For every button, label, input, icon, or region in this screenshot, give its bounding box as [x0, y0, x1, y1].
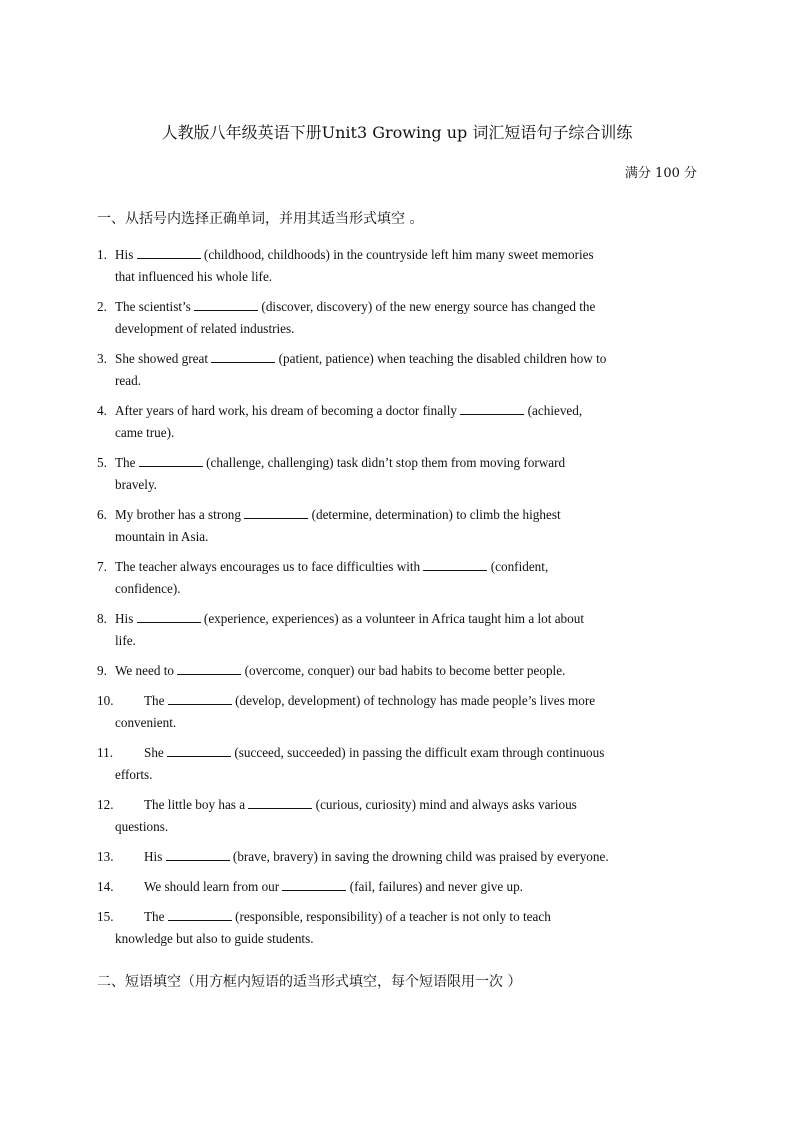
question-item	[97, 556, 697, 600]
answer-blank[interactable]	[211, 348, 275, 363]
question-item	[97, 296, 697, 340]
question-text: The little boy has a	[144, 797, 246, 812]
question-options: (responsible, responsibility) of a teacher is not only to teach	[235, 909, 551, 924]
question-text: We need to	[115, 663, 174, 678]
question-options: (curious, curiosity) mind and always asks various	[315, 797, 577, 812]
question-number: 11.	[97, 745, 113, 760]
question-options: (challenge, challenging) task didn’t stop them from moving forward	[206, 455, 566, 470]
answer-blank[interactable]	[139, 452, 203, 467]
question-number: 14.	[97, 879, 114, 894]
question-options: (patient, patience) when teaching the disabled children how to	[278, 351, 607, 366]
question-options: (determine, determination) to climb the highest	[311, 507, 561, 522]
question-text: The	[115, 455, 136, 470]
question-item	[97, 452, 697, 496]
question-options: (overcome, conquer) our bad habits to become better people.	[244, 663, 566, 678]
question-text: She	[144, 745, 164, 760]
question-text: She showed great	[115, 351, 209, 366]
answer-blank[interactable]	[423, 556, 487, 571]
answer-blank[interactable]	[137, 244, 201, 259]
question-continuation: convenient.	[115, 715, 177, 730]
question-continuation: confidence).	[115, 581, 181, 596]
question-item	[97, 846, 697, 868]
question-options: (confident,	[490, 559, 549, 574]
answer-blank[interactable]	[194, 296, 258, 311]
question-text: His	[144, 849, 163, 864]
answer-blank[interactable]	[166, 846, 230, 861]
answer-blank[interactable]	[137, 608, 201, 623]
full-score-label: 满分 100 分	[624, 166, 697, 181]
question-continuation: that influenced his whole life.	[115, 269, 273, 284]
question-continuation: came true).	[115, 425, 175, 440]
question-options: (childhood, childhoods) in the countryside left him many sweet memories	[203, 247, 594, 262]
question-options: (experience, experiences) as a volunteer in Africa taught him a lot about	[203, 611, 585, 626]
question-options: (develop, development) of technology has made people’s lives more	[235, 693, 596, 708]
question-continuation: efforts.	[115, 767, 153, 782]
question-continuation: life.	[115, 633, 136, 648]
question-item	[97, 906, 697, 950]
question-continuation: questions.	[115, 819, 169, 834]
question-text: The	[144, 909, 165, 924]
question-number: 15.	[97, 909, 114, 924]
answer-blank[interactable]	[282, 876, 346, 891]
question-text: After years of hard work, his dream of becoming a doctor finally	[115, 403, 458, 418]
question-options: (brave, bravery) in saving the drowning child was praised by everyone.	[232, 849, 609, 864]
question-item	[97, 348, 697, 392]
question-continuation: development of related industries.	[115, 321, 295, 336]
question-number: 13.	[97, 849, 114, 864]
answer-blank[interactable]	[168, 906, 232, 921]
question-item	[97, 794, 697, 838]
question-continuation: knowledge but also to guide students.	[115, 931, 314, 946]
question-item	[97, 608, 697, 652]
question-number: 6.	[97, 507, 107, 522]
question-options: (succeed, succeeded) in passing the difficult exam through continuous	[234, 745, 605, 760]
question-number: 8.	[97, 611, 107, 626]
question-number: 9.	[97, 663, 107, 678]
answer-blank[interactable]	[177, 660, 241, 675]
question-continuation: read.	[115, 373, 141, 388]
question-continuation: mountain in Asia.	[115, 529, 209, 544]
question-number: 10.	[97, 693, 114, 708]
question-number: 2.	[97, 299, 107, 314]
question-text: The teacher always encourages us to face difficulties with	[115, 559, 421, 574]
question-item	[97, 244, 697, 288]
question-item	[97, 504, 697, 548]
question-item	[97, 690, 697, 734]
answer-blank[interactable]	[248, 794, 312, 809]
question-number: 5.	[97, 455, 107, 470]
question-options: (achieved,	[527, 403, 583, 418]
question-item	[97, 876, 697, 898]
question-number: 7.	[97, 559, 107, 574]
question-text: His	[115, 247, 134, 262]
section-2-heading: 二、短语填空（用方框内短语的适当形式填空，每个短语限用一次 ）	[97, 974, 522, 990]
question-options: (fail, failures) and never give up.	[349, 879, 523, 894]
answer-blank[interactable]	[244, 504, 308, 519]
section-1-heading: 一、从括号内选择正确单词，并用其适当形式填空 。	[97, 211, 424, 227]
question-number: 4.	[97, 403, 107, 418]
question-continuation: bravely.	[115, 477, 157, 492]
question-text: The	[144, 693, 165, 708]
page-title: 人教版八年级英语下册Unit3 Growing up 词汇短语句子综合训练	[161, 123, 633, 142]
question-number: 3.	[97, 351, 107, 366]
question-number: 12.	[97, 797, 114, 812]
answer-blank[interactable]	[167, 742, 231, 757]
question-item	[97, 400, 697, 444]
answer-blank[interactable]	[460, 400, 524, 415]
question-text: The scientist’s	[115, 299, 191, 314]
question-options: (discover, discovery) of the new energy source has changed the	[261, 299, 596, 314]
question-text: My brother has a strong	[115, 507, 241, 522]
answer-blank[interactable]	[168, 690, 232, 705]
question-list	[97, 244, 697, 958]
question-item	[97, 660, 697, 682]
question-item	[97, 742, 697, 786]
question-text: We should learn from our	[144, 879, 280, 894]
question-number: 1.	[97, 247, 107, 262]
question-text: His	[115, 611, 134, 626]
